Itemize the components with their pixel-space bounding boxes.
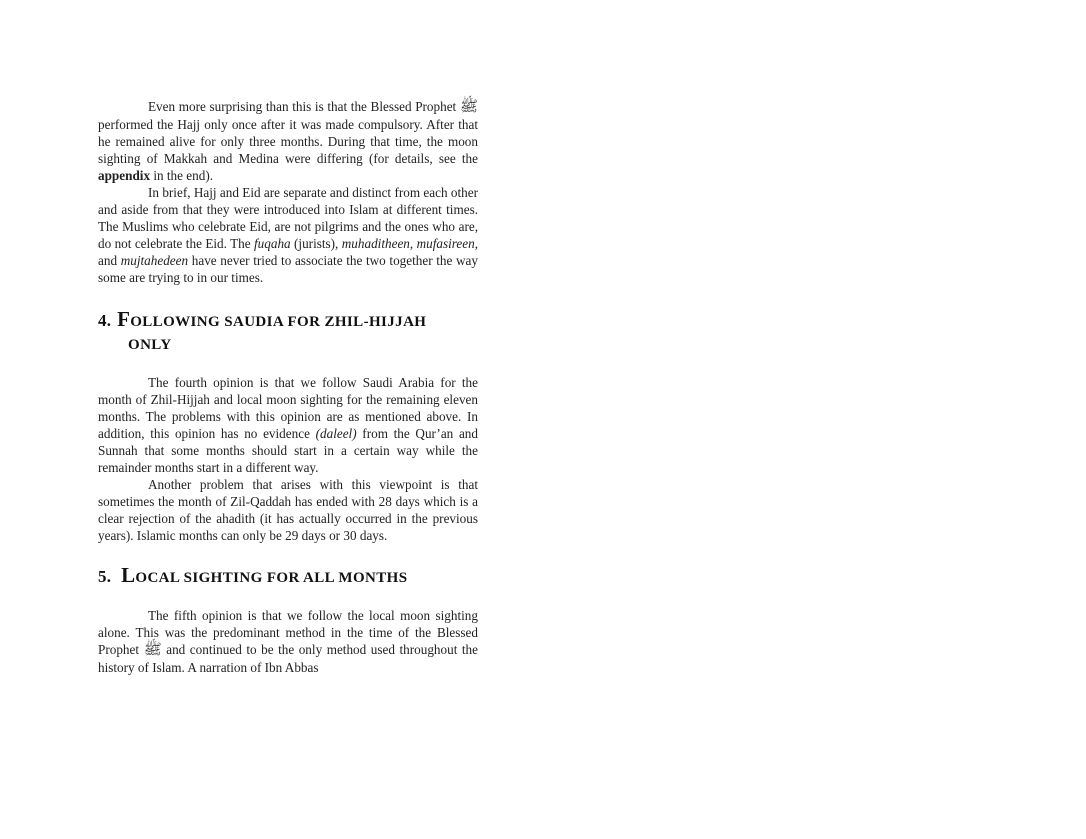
text-run: in the end). xyxy=(150,168,214,183)
term-daleel: (daleel) xyxy=(315,426,357,441)
heading-initial: F xyxy=(117,307,131,331)
text-run: The fifth opinion is that we follow the local moon sighting alone. This was the predominant method in the time of the Blessed Prophet xyxy=(98,608,478,657)
page-column xyxy=(98,98,478,676)
text-run: performed the Hajj only once after it was made compulsory. After that he remained alive for only three months. During that time, the moon sighting of Makkah and Medina were differing (for details, see the xyxy=(98,117,478,166)
term-mujtahedeen: mujtahedeen xyxy=(120,253,189,268)
section-heading-5 xyxy=(98,564,478,589)
paragraph-another-problem: Another problem that arises with this viewpoint is that sometimes the month of Zil-Qaddah has ended with 28 days which is a clear rejection of the ahadith (it has actually occurred in the previous years). Islamic months can only be 29 days or 30 days. xyxy=(98,477,478,543)
heading-text: OCAL SIGHTING FOR ALL MONTHS xyxy=(135,570,408,586)
text-run: Even more surprising than this is that the Blessed Prophet xyxy=(148,99,460,114)
paragraph-fifth-opinion xyxy=(98,607,478,676)
paragraph-in-brief xyxy=(98,184,478,286)
salutation-glyph-icon: ﷺ xyxy=(459,99,478,115)
text-run: from the Qur’an and Sunnah that some months should start in a certain way while the remainder months start in a different way. xyxy=(98,426,478,475)
text-run: , xyxy=(409,236,417,251)
term-fuqaha: fuqaha xyxy=(254,236,291,251)
heading-text-continued: ONLY xyxy=(128,337,172,353)
salutation-glyph-icon: ﷺ xyxy=(143,642,162,658)
text-run: (jurists), xyxy=(290,236,342,251)
section-number: 5. xyxy=(98,567,112,586)
section-heading-4 xyxy=(98,308,478,356)
text-run: , and xyxy=(98,236,479,268)
term-muhaditheen: muhaditheen xyxy=(341,236,410,251)
text-run: and continued to be the only method used throughout the history of Islam. A narration of Ibn Abbas xyxy=(98,642,478,675)
text-run: The fourth opinion is that we follow Saudi Arabia for the month of Zhil-Hijjah and local moon sighting for the remaining eleven months. The problems with this opinion are as mentioned above. In addition, this opinion has no evidence xyxy=(98,375,478,441)
heading-initial: L xyxy=(121,563,136,587)
term-mufasireen: mufasireen xyxy=(416,236,475,251)
text-run: In brief, Hajj and Eid are separate and distinct from each other and aside from that they were introduced into Islam at different times. The Muslims who celebrate Eid, are not pilgrims and the ones who are, do not celebrate the Eid. The xyxy=(98,185,478,251)
paragraph-fourth-opinion xyxy=(98,374,478,476)
heading-text: OLLOWING SAUDIA FOR ZHIL-HIJJAH xyxy=(130,314,427,330)
paragraph-hajj-once xyxy=(98,98,478,184)
appendix-reference: appendix xyxy=(98,168,151,183)
text-run: have never tried to associate the two together the way some are trying to in our times. xyxy=(98,253,478,285)
section-number: 4. xyxy=(98,311,112,330)
